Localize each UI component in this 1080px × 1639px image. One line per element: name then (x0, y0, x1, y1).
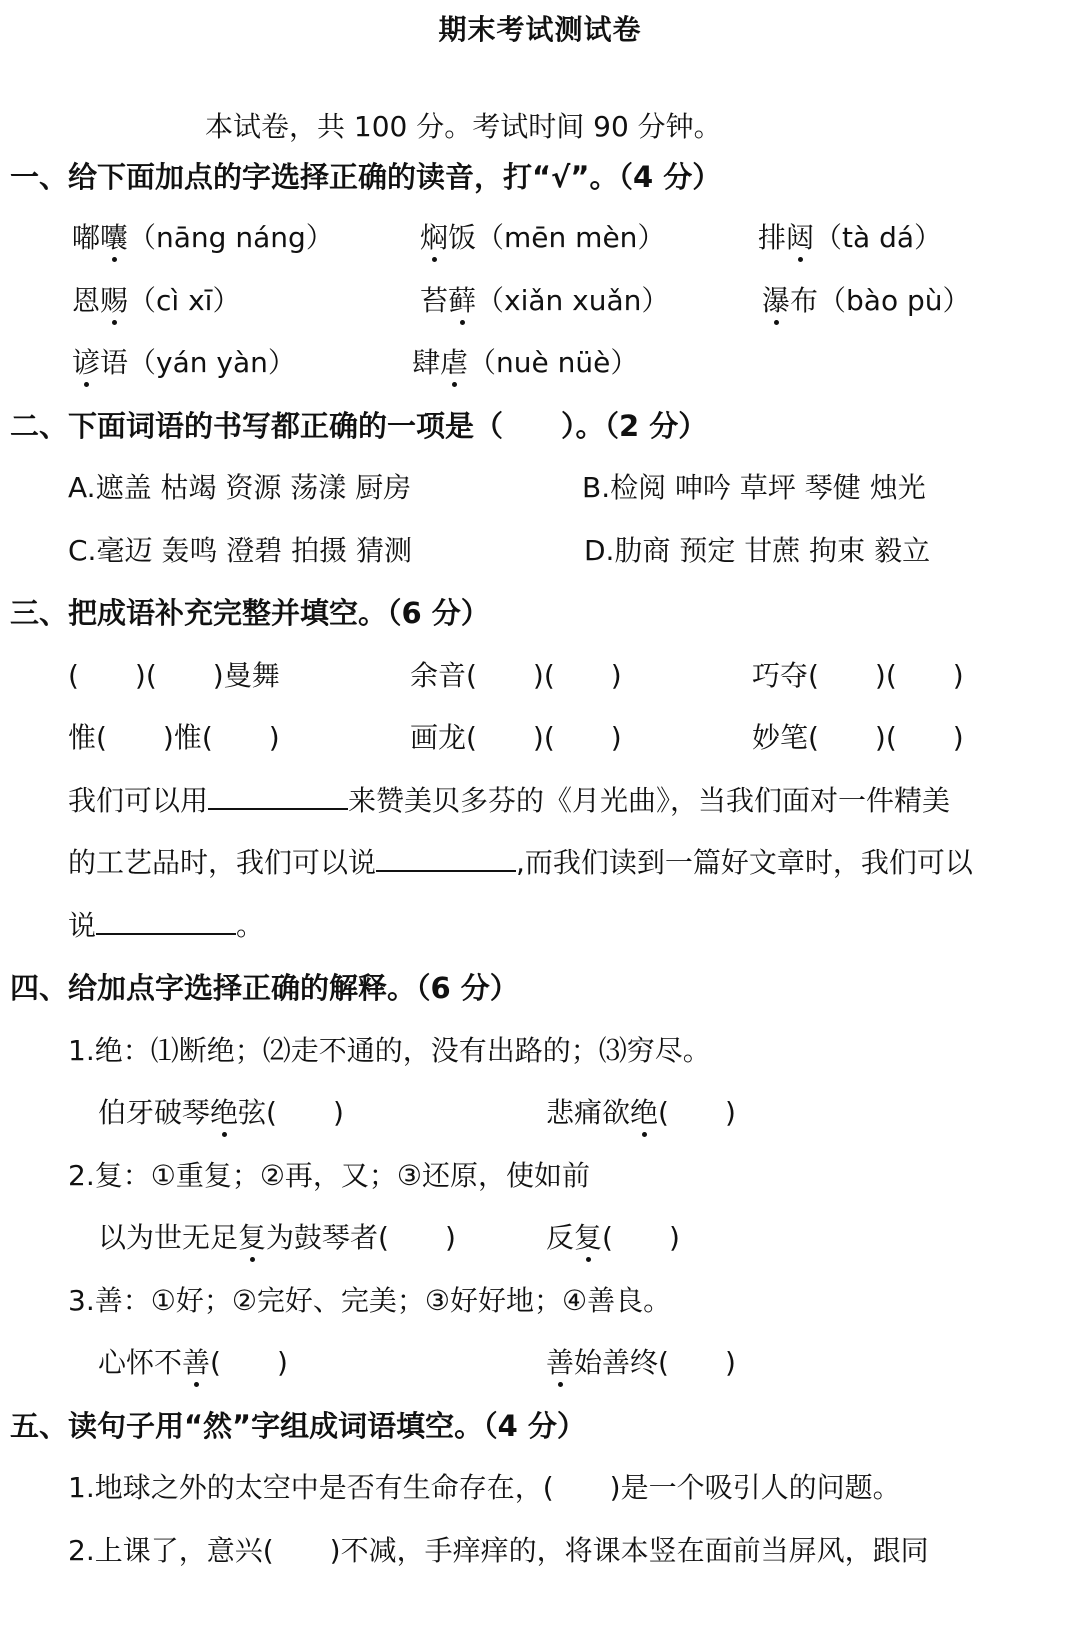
dotted-char: 谚 (72, 341, 100, 381)
pinyin-options: （yán yàn） (128, 346, 296, 379)
exam-intro: 本试卷，共 100 分。考试时间 90 分钟。 (205, 110, 722, 143)
word-part: 嘟 (72, 221, 101, 254)
sentence-text: 的工艺品时，我们可以说 (68, 846, 377, 879)
word-part: 弦( ) (238, 1096, 344, 1129)
word-part: 苔 (420, 284, 449, 317)
sentence-text: 我们可以用 (68, 784, 209, 817)
word-part: ( ) (658, 1096, 736, 1129)
word-part: 始善终( ) (574, 1346, 736, 1379)
sentence-text: ,而我们读到一篇好文章时，我们可以 (516, 846, 973, 879)
fill-question: 1.地球之外的太空中是否有生命存在，( )是一个吸引人的问题。 (68, 1471, 901, 1504)
dotted-char: 闼 (786, 216, 814, 256)
idiom-blank: 惟( )惟( ) (68, 721, 280, 754)
section-5-heading: 五、读句子用“然”字组成词语填空。（4 分） (10, 1409, 586, 1443)
meaning-item (98, 1341, 288, 1381)
meaning-question: 1.绝：⑴断绝；⑵走不通的，没有出路的；⑶穷尽。 (68, 1034, 711, 1067)
option-b: B.检阅 呻吟 草坪 琴健 烛光 (582, 471, 926, 504)
pinyin-options: （mēn mèn） (476, 221, 666, 254)
fill-sentence (68, 841, 973, 881)
dotted-char: 善 (546, 1341, 574, 1381)
word-part: 伯牙破琴 (98, 1096, 211, 1129)
meaning-item (98, 1216, 456, 1256)
section-4-heading: 四、给加点字选择正确的解释。（6 分） (10, 971, 519, 1005)
meaning-item (546, 1216, 680, 1256)
pinyin-options: （tà dá） (814, 221, 943, 254)
dotted-char: 焖 (420, 216, 448, 256)
idiom-blank: 余音( )( ) (410, 659, 622, 692)
idiom-blank: 妙笔( )( ) (752, 721, 964, 754)
fill-question: 2.上课了，意兴( )不减，手痒痒的，将课本竖在面前当屏风，跟同 (68, 1534, 929, 1567)
pinyin-item (412, 341, 638, 381)
pinyin-options: （cì xī） (128, 284, 241, 317)
word-part: 悲痛欲 (546, 1096, 631, 1129)
dotted-char: 善 (182, 1341, 210, 1381)
answer-blank[interactable] (376, 844, 516, 872)
section-1-heading: 一、给下面加点的字选择正确的读音，打“√”。（4 分） (10, 160, 722, 194)
dotted-char: 瀑 (762, 279, 790, 319)
section-2-heading: 二、下面词语的书写都正确的一项是（ ）。（2 分） (10, 409, 708, 443)
pinyin-item (420, 279, 669, 319)
dotted-char: 绝 (630, 1091, 658, 1131)
meaning-item (546, 1341, 736, 1381)
pinyin-options: （nāng náng） (128, 221, 334, 254)
pinyin-options: （bào pù） (818, 284, 971, 317)
option-a: A.遮盖 枯竭 资源 荡漾 厨房 (68, 471, 412, 504)
exam-title: 期末考试测试卷 (438, 13, 642, 46)
idiom-blank: ( )( )曼舞 (68, 659, 280, 692)
word-part: 心怀不 (98, 1346, 183, 1379)
section-3-heading: 三、把成语补充完整并填空。（6 分） (10, 596, 490, 630)
pinyin-item (72, 341, 296, 381)
meaning-item (546, 1091, 736, 1131)
meaning-item (98, 1091, 344, 1131)
word-part: 排 (758, 221, 787, 254)
sentence-text: 。 (236, 909, 265, 942)
dotted-char: 复 (574, 1216, 602, 1256)
word-part: 以为世无足 (98, 1221, 239, 1254)
pinyin-options: （nuè nüè） (468, 346, 639, 379)
pinyin-item (420, 216, 665, 256)
dotted-char: 囔 (100, 216, 128, 256)
pinyin-item (72, 216, 334, 256)
word-part: 为鼓琴者( ) (266, 1221, 456, 1254)
fill-sentence (68, 779, 950, 819)
dotted-char: 复 (238, 1216, 266, 1256)
idiom-blank: 巧夺( )( ) (752, 659, 964, 692)
answer-blank[interactable] (96, 907, 236, 935)
meaning-question: 3.善：①好；②完好、完美；③好好地；④善良。 (68, 1284, 672, 1317)
pinyin-item (72, 279, 240, 319)
dotted-char: 绝 (210, 1091, 238, 1131)
dotted-char: 藓 (448, 279, 476, 319)
word-part: 布 (790, 284, 819, 317)
pinyin-item (758, 216, 942, 256)
meaning-question: 2.复：①重复；②再，又；③还原，使如前 (68, 1159, 591, 1192)
pinyin-item (762, 279, 971, 319)
word-part: 语 (100, 346, 129, 379)
dotted-char: 赐 (100, 279, 128, 319)
word-part: 反 (546, 1221, 575, 1254)
fill-sentence (68, 904, 264, 944)
word-part: 肆 (412, 346, 441, 379)
sentence-text: 说 (68, 909, 97, 942)
option-d: D.肋商 预定 甘蔗 拘束 毅立 (584, 534, 931, 567)
word-part: 恩 (72, 284, 101, 317)
sentence-text: 来赞美贝多芬的《月光曲》，当我们面对一件精美 (348, 784, 951, 817)
option-c: C.毫迈 轰鸣 澄碧 拍摄 猜测 (68, 534, 413, 567)
word-part: 饭 (448, 221, 477, 254)
idiom-blank: 画龙( )( ) (410, 721, 622, 754)
word-part: ( ) (602, 1221, 680, 1254)
word-part: ( ) (210, 1346, 288, 1379)
dotted-char: 虐 (440, 341, 468, 381)
answer-blank[interactable] (208, 782, 348, 810)
pinyin-options: （xiǎn xuǎn） (476, 284, 670, 317)
